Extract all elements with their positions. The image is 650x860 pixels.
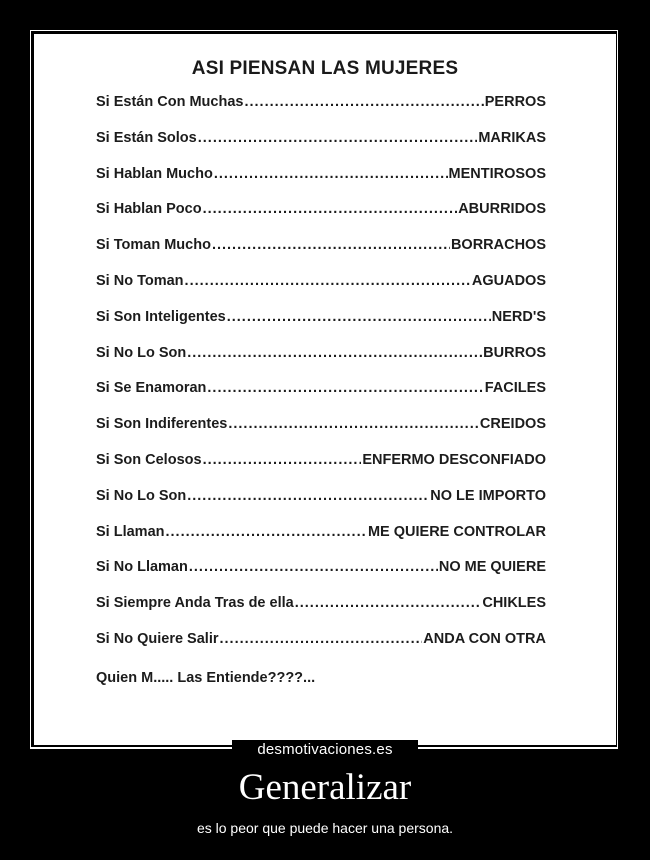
rule-row xyxy=(96,273,546,309)
rule-row xyxy=(96,631,546,667)
rules-list xyxy=(96,94,546,667)
rule-result: CREIDOS xyxy=(479,416,546,433)
dot-leader xyxy=(214,166,448,182)
rule-result: ABURRIDOS xyxy=(458,201,546,218)
dot-leader xyxy=(227,309,491,325)
dot-leader xyxy=(295,595,482,611)
rule-row xyxy=(96,559,546,595)
dot-leader xyxy=(244,94,483,110)
dot-leader xyxy=(203,201,458,217)
rule-row xyxy=(96,130,546,166)
rule-condition: Si Se Enamoran xyxy=(96,380,207,397)
dot-leader xyxy=(185,273,471,289)
rule-condition: Si Están Solos xyxy=(96,129,197,146)
rule-row xyxy=(96,488,546,524)
dot-leader xyxy=(203,452,362,468)
rule-row xyxy=(96,380,546,416)
rule-row xyxy=(96,524,546,560)
dot-leader xyxy=(189,559,438,575)
rule-row xyxy=(96,94,546,130)
rule-result: MARIKAS xyxy=(478,129,546,146)
rule-row xyxy=(96,237,546,273)
rule-result: NERD'S xyxy=(491,308,546,325)
dot-leader xyxy=(198,130,478,146)
rule-condition: Si Hablan Poco xyxy=(96,201,202,218)
site-brand-link[interactable]: desmotivaciones.es xyxy=(232,740,418,759)
rule-row xyxy=(96,166,546,202)
rule-condition: Si Son Celosos xyxy=(96,451,202,468)
poster-title: ASI PIENSAN LAS MUJERES xyxy=(191,58,459,79)
rule-result: FACILES xyxy=(484,380,546,397)
rule-row xyxy=(96,201,546,237)
dot-leader xyxy=(166,524,367,540)
dot-leader xyxy=(228,416,479,432)
rule-result: BURROS xyxy=(483,344,546,361)
rule-row xyxy=(96,416,546,452)
dot-leader xyxy=(187,345,482,361)
rule-result: ENFERMO DESCONFIADO xyxy=(362,451,546,468)
dot-leader xyxy=(187,488,429,504)
caption-subline: es lo peor que puede hacer una persona. xyxy=(196,820,454,836)
rule-result: CHIKLES xyxy=(482,595,546,612)
rule-condition: Si Hablan Mucho xyxy=(96,165,213,182)
rule-result: NO ME QUIERE xyxy=(438,559,546,576)
rule-condition: Si Son Indiferentes xyxy=(96,416,228,433)
rule-condition: Si No Lo Son xyxy=(96,487,187,504)
dot-leader xyxy=(207,380,483,396)
rule-condition: Si Llaman xyxy=(96,523,165,540)
rule-result: AGUADOS xyxy=(471,272,546,289)
rule-row xyxy=(96,452,546,488)
caption-headline: Generalizar xyxy=(238,767,412,808)
rule-condition: Si No Llaman xyxy=(96,559,188,576)
rule-condition: Si Siempre Anda Tras de ella xyxy=(96,595,294,612)
rule-condition: Si Toman Mucho xyxy=(96,237,211,254)
rule-result: MENTIROSOS xyxy=(448,165,546,182)
rule-result: ME QUIERE CONTROLAR xyxy=(367,523,546,540)
rule-condition: Si No Lo Son xyxy=(96,344,187,361)
poster-image xyxy=(34,34,616,745)
rule-condition: Si No Toman xyxy=(96,272,184,289)
rule-result: NO LE IMPORTO xyxy=(430,487,546,504)
dot-leader xyxy=(212,237,450,253)
rule-result: PERROS xyxy=(484,94,546,110)
rule-condition: Si No Quiere Salir xyxy=(96,630,219,647)
rule-row xyxy=(96,345,546,381)
rule-row xyxy=(96,309,546,345)
dot-leader xyxy=(220,631,423,647)
rule-result: ANDA CON OTRA xyxy=(423,630,546,647)
rule-row xyxy=(96,595,546,631)
rule-condition: Si Están Con Muchas xyxy=(96,94,244,110)
rule-condition: Si Son Inteligentes xyxy=(96,308,226,325)
rule-result: BORRACHOS xyxy=(450,237,546,254)
closing-line: Quien M..... Las Entiende????... xyxy=(96,670,316,686)
